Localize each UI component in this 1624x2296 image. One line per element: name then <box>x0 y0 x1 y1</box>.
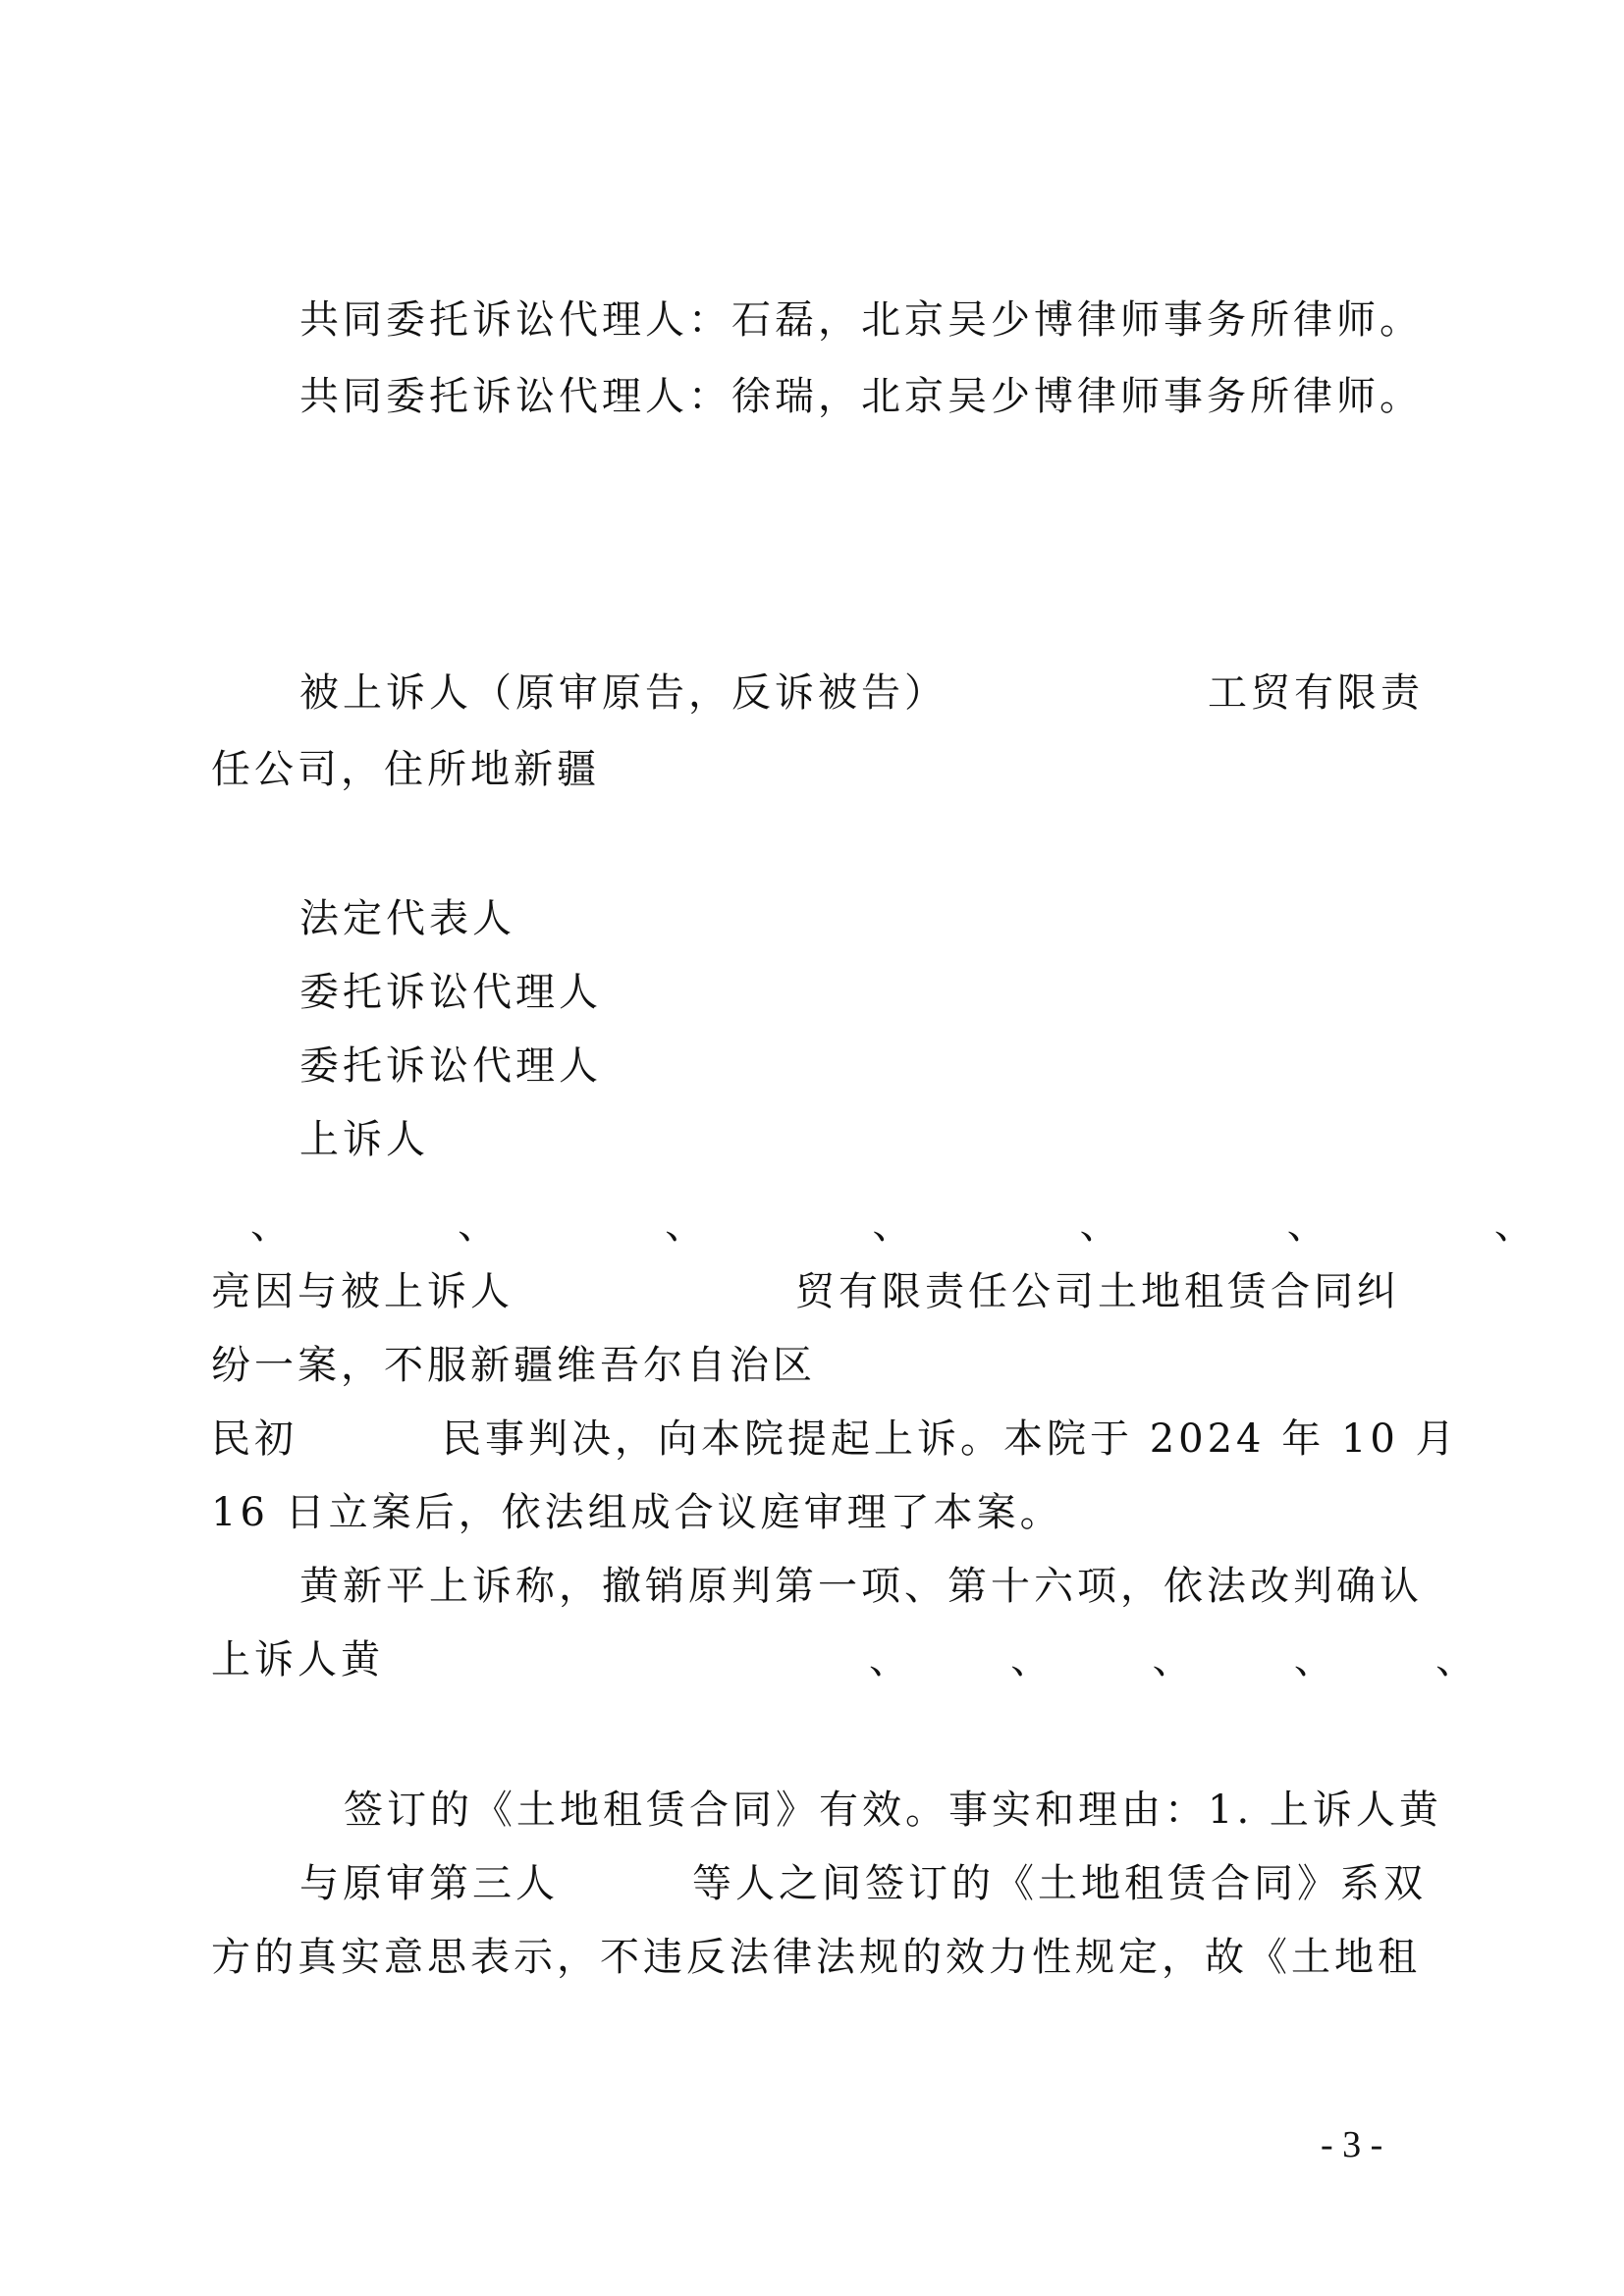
text-line-agent-1: 共同委托诉讼代理人：石磊，北京吴少博律师事务所律师。 <box>299 297 1423 343</box>
text-line-appellee-2: 任公司，住所地新疆 <box>211 747 600 792</box>
text-line-claim-2b: 、 、 、 、 、 <box>869 1637 1480 1682</box>
page-number: - 3 - <box>1321 2124 1383 2165</box>
text-line-claim-5: 方的真实意思表示，不违反法律法规的效力性规定，故《土地租 <box>211 1935 1421 1980</box>
text-line-claim-3: 签订的《土地租赁合同》有效。事实和理由：1. 上诉人黄 <box>344 1788 1442 1833</box>
text-line-case-3b: 民事判决，向本院提起上诉。本院于 2024 年 10 月 <box>442 1416 1459 1462</box>
text-line-case-2: 纷一案，不服新疆维吾尔自治区 <box>211 1343 816 1388</box>
text-line-agent-3: 委托诉讼代理人 <box>299 970 602 1015</box>
text-line-case-1b: 贸有限责任公司土地租赁合同纠 <box>795 1269 1400 1314</box>
text-line-claim-4a: 与原审第三人 <box>299 1861 559 1906</box>
text-line-case-4: 16 日立案后，依法组成合议庭审理了本案。 <box>211 1490 1063 1535</box>
text-line-claim-4b: 等人之间签订的《土地租赁合同》系双 <box>692 1861 1427 1906</box>
text-line-claim-1: 黄新平上诉称，撤销原判第一项、第十六项，依法改判确认 <box>299 1564 1423 1609</box>
text-line-commas-1: 、 、 、 、 、 、 、 <box>250 1202 1538 1248</box>
text-line-case-1a: 亮因与被上诉人 <box>211 1269 514 1314</box>
text-line-agent-2: 共同委托诉讼代理人：徐瑞，北京吴少博律师事务所律师。 <box>299 374 1423 419</box>
text-line-legal-rep: 法定代表人 <box>299 896 515 941</box>
text-line-appellee-1: 被上诉人（原审原告，反诉被告） <box>299 670 947 716</box>
text-line-agent-4: 委托诉讼代理人 <box>299 1043 602 1089</box>
text-line-appellant: 上诉人 <box>299 1117 429 1162</box>
text-line-claim-2a: 上诉人黄 <box>211 1637 384 1682</box>
text-line-case-3a: 民初 <box>211 1416 298 1462</box>
text-line-appellee-1b: 工贸有限责 <box>1208 670 1424 716</box>
